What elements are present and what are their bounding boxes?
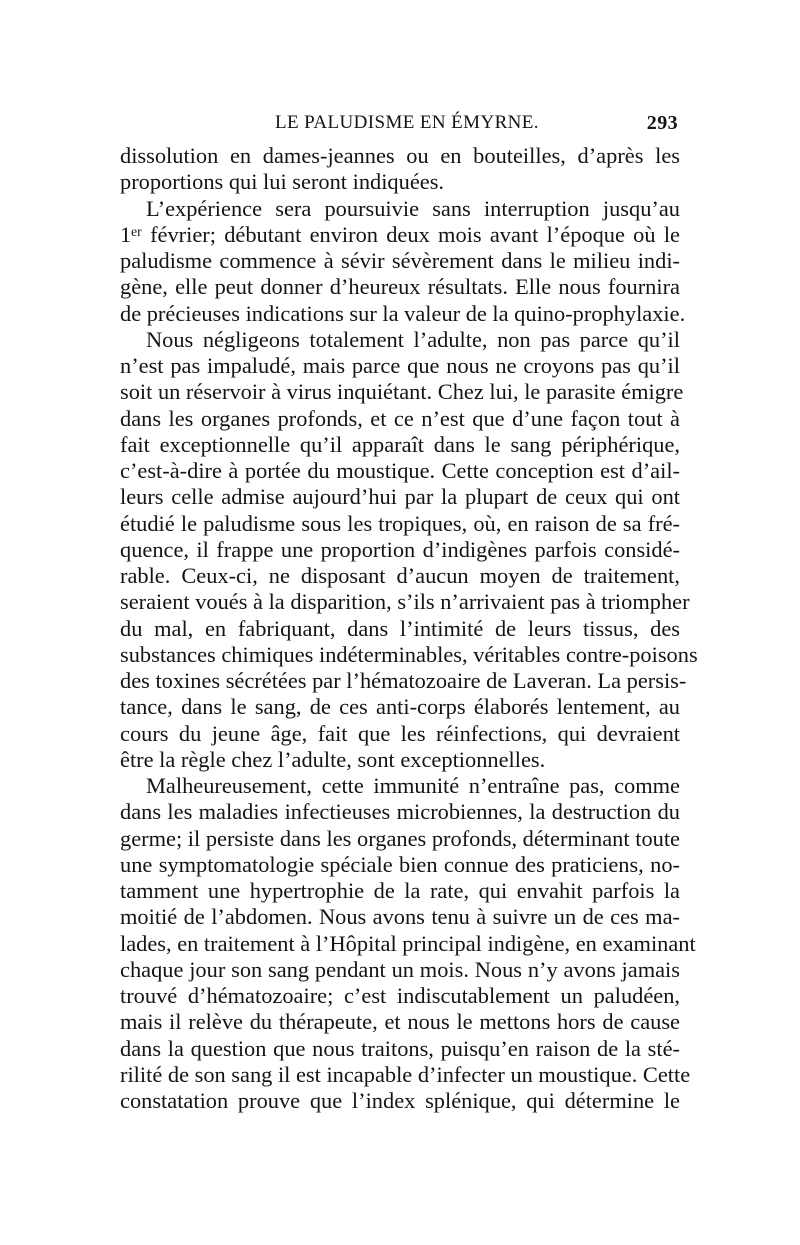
text-line: dans la question que nous traitons, puisqu’en raison de la sté-: [120, 1035, 680, 1061]
text-line: quence, il frappe une proportion d’indigènes parfois considé-: [120, 536, 680, 562]
text-line: gène, elle peut donner d’heureux résultats. Elle nous fournira: [120, 274, 680, 300]
text-line: une symptomatologie spéciale bien connue des praticiens, no-: [120, 851, 680, 877]
body-text: [120, 143, 698, 1114]
text-line: de précieuses indications sur la valeur de la quino-prophylaxie.: [120, 300, 686, 326]
text-line: chaque jour son sang pendant un mois. Nous n’y avons jamais: [120, 956, 680, 982]
page-number: 293: [646, 112, 678, 134]
text-line: rable. Ceux-ci, ne disposant d’aucun moyen de traitement,: [120, 563, 680, 588]
text-line: tance, dans le sang, de ces anti-corps élaborés lentement, au: [120, 694, 680, 720]
text-line: moitié de l’abdomen. Nous avons tenu à suivre un de ces ma-: [120, 904, 680, 930]
text-line: germe; il persiste dans les organes profonds, déterminant toute: [120, 825, 680, 851]
text-line: dissolution en dames-jeannes ou en bouteilles, d’après les: [120, 143, 680, 168]
running-head: [120, 112, 680, 140]
text-line: 1ᵉʳ février; débutant environ deux mois avant l’époque où le: [120, 221, 680, 247]
text-line: lades, en traitement à l’Hôpital principal indigène, en examinant: [120, 930, 696, 956]
text-line: paludisme commence à sévir sévèrement dans le milieu indi-: [120, 248, 680, 273]
text-line: Nous négligeons totalement l’adulte, non pas parce qu’il: [146, 326, 680, 352]
text-line: seraient voués à la disparition, s’ils n’arrivaient pas à triompher: [120, 589, 690, 615]
text-line: mais il relève du thérapeute, et nous le mettons hors de cause: [120, 1009, 680, 1035]
text-line: substances chimiques indéterminables, véritables contre-poisons: [120, 641, 698, 667]
text-line: fait exceptionnelle qu’il apparaît dans le sang périphérique,: [120, 431, 680, 457]
text-line: étudié le paludisme sous les tropiques, où, en raison de sa fré-: [120, 510, 680, 536]
text-line: dans les organes profonds, et ce n’est que d’une façon tout à: [120, 405, 680, 431]
text-line: proportions qui lui seront indiquées.: [120, 169, 445, 195]
text-line: trouvé d’hématozoaire; c’est indiscutablement un paludéen,: [120, 983, 680, 1008]
text-line: des toxines sécrétées par l’hématozoaire de Laveran. La persis-: [120, 668, 687, 693]
text-line: dans les maladies infectieuses microbiennes, la destruction du: [120, 799, 680, 825]
text-line: tamment une hypertrophie de la rate, qui envahit parfois la: [120, 878, 680, 903]
text-line: être la règle chez l’adulte, sont exceptionnelles.: [120, 746, 546, 772]
text-line: cours du jeune âge, fait que les réinfections, qui devraient: [120, 720, 680, 746]
text-line: constatation prouve que l’index splénique, qui détermine le: [120, 1088, 680, 1113]
text-line: du mal, en fabriquant, dans l’intimité de leurs tissus, des: [120, 615, 680, 641]
text-line: L’expérience sera poursuivie sans interruption jusqu’au: [146, 195, 680, 221]
text-line: leurs celle admise aujourd’hui par la plupart de ceux qui ont: [120, 484, 680, 510]
text-line: soit un réservoir à virus inquiétant. Chez lui, le parasite émigre: [120, 379, 684, 405]
text-line: Malheureusement, cette immunité n’entraîne pas, comme: [146, 773, 680, 798]
text-line: c’est-à-dire à portée du moustique. Cette conception est d’ail-: [120, 458, 680, 483]
running-title: LE PALUDISME EN ÉMYRNE.: [275, 112, 539, 133]
text-line: n’est pas impaludé, mais parce que nous ne croyons pas qu’il: [120, 353, 680, 378]
text-line: rilité de son sang il est incapable d’infecter un moustique. Cette: [120, 1061, 691, 1087]
